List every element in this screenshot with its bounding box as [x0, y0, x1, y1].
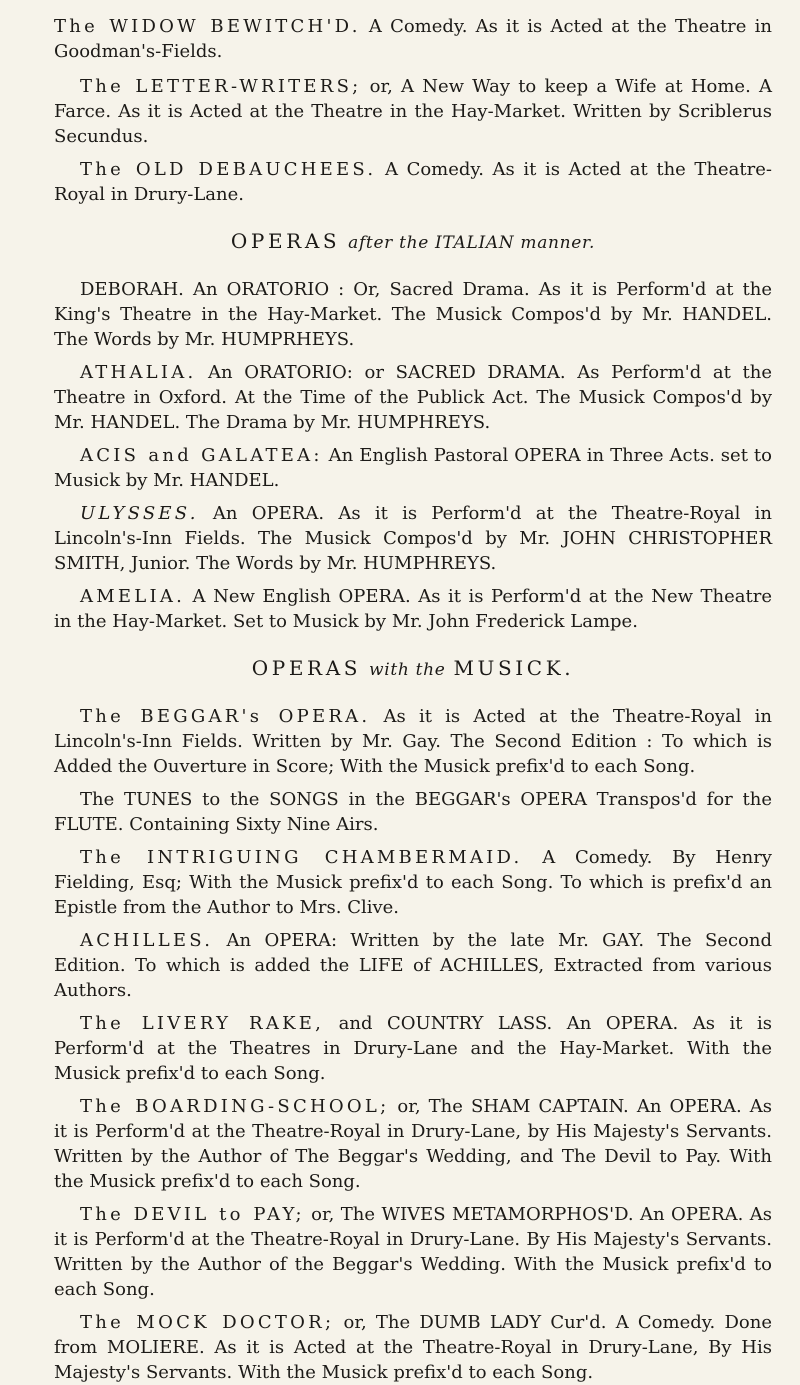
section-heading-italian [54, 229, 772, 253]
heading-tail: MUSICK. [453, 656, 575, 680]
catalogue-entry [54, 277, 772, 352]
entry-title: The DEVIL to PAY; [80, 1204, 305, 1225]
entry-description: to the SONGS in the BEGGAR's OPERA Transpos'd for the FLUTE. Containing Sixty Nine Airs. [54, 789, 772, 835]
entry-description: An ORATORIO : Or, Sacred Drama. As it is Perform'd at the King's Theatre in the Hay-Market. The Musick Compos'd by Mr. HANDEL. The Words by Mr. HUMPRHEYS. [54, 279, 772, 350]
entry-description: or, The SHAM CAPTAIN. An OPERA. As it is Perform'd at the Theatre-Royal in Drury-Lane, by His Majesty's Servants. Written by the Author of The Beggar's Wedding, and The Devil to Pay. With the Musick prefix'd to each Song. [54, 1096, 773, 1192]
entry-description: and COUNTRY LASS. An OPERA. As it is Perform'd at the Theatres in Drury-Lane and the Hay-Market. With the Musick prefix'd to each Song. [54, 1013, 773, 1084]
catalogue-entry [54, 443, 772, 493]
entry-title: DEBORAH. [80, 279, 184, 300]
entry-title: The OLD DEBAUCHEES. [80, 159, 377, 180]
catalogue-entry [54, 584, 772, 634]
entry-title: The BOARDING-SCHOOL; [80, 1096, 390, 1117]
entry-title: The MOCK DOCTOR; [80, 1312, 335, 1333]
entry-description: A Comedy. By Henry Fielding, Esq; With the Musick prefix'd to each Song. To which is prefix'd an Epistle from the Author to Mrs. Clive. [54, 847, 772, 918]
catalogue-entry [54, 1202, 772, 1302]
heading-main: OPERAS [251, 656, 362, 680]
entry-title: ULYSSES. [80, 503, 199, 524]
catalogue-entry [54, 74, 772, 149]
heading-main: OPERAS [230, 229, 341, 253]
entry-title: The WIDOW BEWITCH'D. [54, 16, 361, 37]
entry-description: An OPERA: Written by the late Mr. GAY. The Second Edition. To which is added the LIFE of ACHILLES, Extracted from various Authors. [54, 930, 772, 1001]
entry-description: As it is Acted at the Theatre-Royal in Lincoln's-Inn Fields. Written by Mr. Gay. The Second Edition : To which is Added the Ouverture in Score; With the Musick prefix'd to each Song. [54, 706, 772, 777]
catalogue-entry [54, 928, 772, 1003]
catalogue-entry [54, 1310, 772, 1385]
heading-italic: after the ITALIAN manner. [348, 233, 596, 253]
entry-description: A Comedy. As it is Acted at the Theatre-Royal in Drury-Lane. [54, 159, 772, 205]
entry-description: or, The WIVES METAMORPHOS'D. An OPERA. As it is Perform'd at the Theatre-Royal in Drury-Lane. By His Majesty's Servants. Written by the Author of the Beggar's Wedding. With the Musick prefix'd to each Song. [54, 1204, 772, 1300]
catalogue-entry [54, 1011, 772, 1086]
catalogue-entry [54, 704, 772, 779]
catalogue-entry [54, 501, 772, 576]
entry-title: ATHALIA. [80, 362, 197, 383]
entry-description: or, A New Way to keep a Wife at Home. A Farce. As it is Acted at the Theatre in the Hay-Market. Written by Scriblerus Secundus. [54, 76, 772, 147]
catalogue-entry [54, 845, 772, 920]
catalogue-entry [54, 787, 772, 837]
entry-title: AMELIA. [80, 586, 186, 607]
heading-italic: with the [369, 660, 446, 680]
entry-description: An English Pastoral OPERA in Three Acts. set to Musick by Mr. HANDEL. [54, 445, 772, 491]
entry-title: The LIVERY RAKE, [80, 1013, 325, 1034]
entry-description: A New English OPERA. As it is Perform'd at the New Theatre in the Hay-Market. Set to Musick by Mr. John Frederick Lampe. [54, 586, 772, 632]
entry-title: ACIS and GALATEA: [80, 445, 323, 466]
entry-title: The TUNES [80, 789, 193, 810]
entry-description: A Comedy. As it is Acted at the Theatre in Goodman's-Fields. [54, 16, 772, 62]
catalogue-entry [54, 157, 772, 207]
entry-description: or, The DUMB LADY Cur'd. A Comedy. Done from MOLIERE. As it is Acted at the Theatre-Royal in Drury-Lane, By His Majesty's Servants. With the Musick prefix'd to each Song. [54, 1312, 772, 1383]
catalogue-entry [54, 360, 772, 435]
entry-title: ACHILLES. [80, 930, 214, 951]
entry-title: The INTRIGUING CHAMBERMAID. [80, 847, 523, 868]
catalogue-entry [54, 1094, 772, 1194]
entry-title: The LETTER-WRITERS; [80, 76, 362, 97]
entry-title: The BEGGAR's OPERA. [80, 706, 371, 727]
catalogue-entry [54, 14, 772, 64]
section-heading-musick [54, 656, 772, 680]
entry-description: An ORATORIO: or SACRED DRAMA. As Perform'd at the Theatre in Oxford. At the Time of the Publick Act. The Musick Compos'd by Mr. HANDEL. The Drama by Mr. HUMPHREYS. [54, 362, 772, 433]
entry-description: An OPERA. As it is Perform'd at the Theatre-Royal in Lincoln's-Inn Fields. The Musick Compos'd by Mr. JOHN CHRISTOPHER SMITH, Junior. The Words by Mr. HUMPHREYS. [54, 503, 772, 574]
